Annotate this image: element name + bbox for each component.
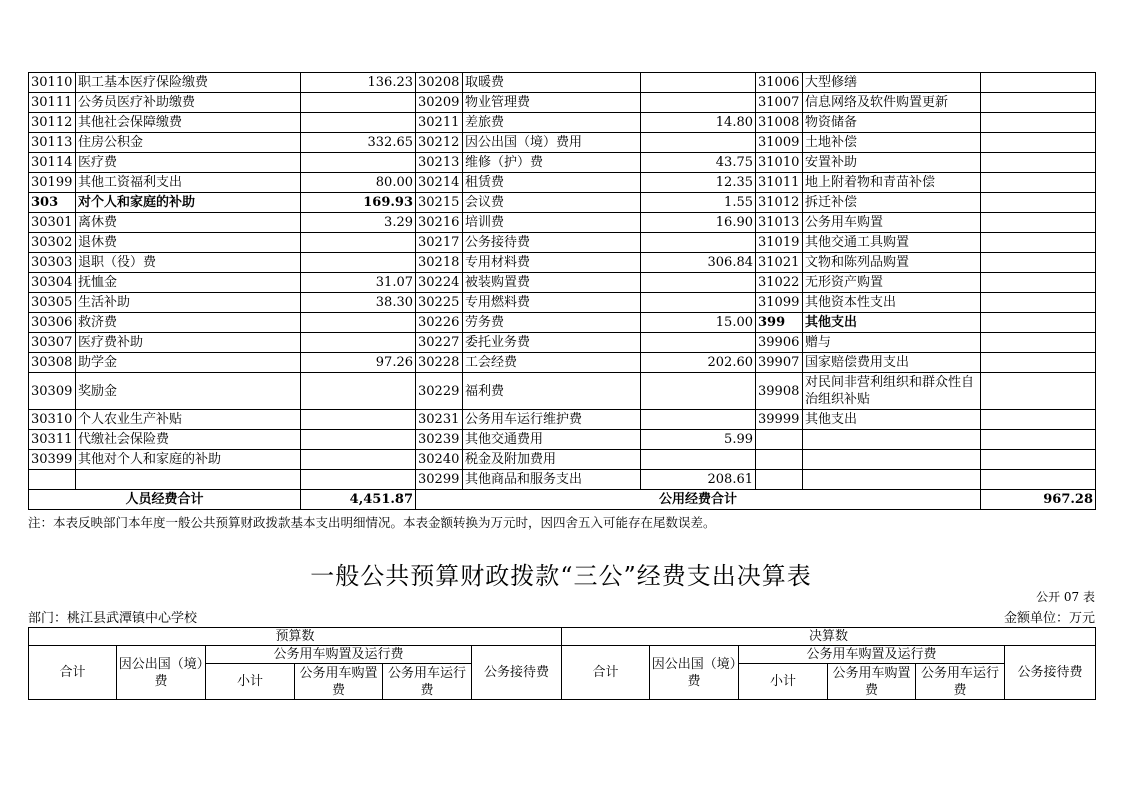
cell-value	[981, 293, 1096, 313]
table-row	[29, 313, 1096, 333]
cell-code: 30111	[29, 93, 76, 113]
cell-name: 维修（护）费	[463, 153, 641, 173]
cell-name: 抚恤金	[76, 273, 301, 293]
cell-name: 取暖费	[463, 73, 641, 93]
cell-name	[803, 430, 981, 450]
cell-code: 30306	[29, 313, 76, 333]
cell-value	[641, 133, 756, 153]
cell-code: 30299	[416, 470, 463, 490]
final-vehicle-purchase-header: 公务用车购置费	[828, 664, 916, 700]
cell-code: 30304	[29, 273, 76, 293]
budget-header: 预算数	[29, 628, 562, 646]
cell-value	[641, 373, 756, 410]
cell-code: 30309	[29, 373, 76, 410]
table-row	[29, 293, 1096, 313]
cell-value	[641, 273, 756, 293]
final-reception-header: 公务接待费	[1005, 646, 1096, 700]
cell-code: 31009	[756, 133, 803, 153]
cell-value	[641, 73, 756, 93]
cell-code: 31021	[756, 253, 803, 273]
cell-code: 30113	[29, 133, 76, 153]
cell-name: 助学金	[76, 353, 301, 373]
public-total-label: 公用经费合计	[416, 490, 981, 510]
budget-vehicle-purchase-header: 公务用车购置费	[295, 664, 383, 700]
cell-name: 赠与	[803, 333, 981, 353]
cell-name: 医疗费	[76, 153, 301, 173]
cell-code: 30308	[29, 353, 76, 373]
cell-name	[803, 450, 981, 470]
cell-code: 31010	[756, 153, 803, 173]
table-row	[29, 173, 1096, 193]
cell-value	[301, 373, 416, 410]
cell-name: 地上附着物和青苗补偿	[803, 173, 981, 193]
budget-abroad-header: 因公出国（境）费	[117, 646, 206, 700]
cell-name: 其他交通工具购置	[803, 233, 981, 253]
cell-value: 136.23	[301, 73, 416, 93]
cell-name	[803, 470, 981, 490]
cell-value	[981, 273, 1096, 293]
cell-code: 30399	[29, 450, 76, 470]
table-row	[29, 193, 1096, 213]
table-row	[29, 333, 1096, 353]
cell-value	[981, 233, 1096, 253]
cell-name: 住房公积金	[76, 133, 301, 153]
cell-code: 30303	[29, 253, 76, 273]
cell-code: 30301	[29, 213, 76, 233]
cell-name: 土地补偿	[803, 133, 981, 153]
cell-value	[301, 313, 416, 333]
cell-value	[641, 450, 756, 470]
cell-name: 专用材料费	[463, 253, 641, 273]
totals-row	[29, 490, 1096, 510]
budget-vehicle-operation-header: 公务用车运行费	[383, 664, 472, 700]
cell-value	[981, 133, 1096, 153]
cell-value	[301, 450, 416, 470]
cell-value	[641, 93, 756, 113]
cell-code: 30225	[416, 293, 463, 313]
cell-code	[756, 430, 803, 450]
cell-code: 399	[756, 313, 803, 333]
final-vehicle-group-header: 公务用车购置及运行费	[739, 646, 1005, 664]
cell-code: 39999	[756, 410, 803, 430]
cell-name: 对民间非营利组织和群众性自治组织补贴	[803, 373, 981, 410]
cell-code: 30209	[416, 93, 463, 113]
cell-code	[756, 450, 803, 470]
cell-name	[76, 470, 301, 490]
cell-name: 生活补助	[76, 293, 301, 313]
cell-value: 202.60	[641, 353, 756, 373]
cell-name: 救济费	[76, 313, 301, 333]
cell-code: 31006	[756, 73, 803, 93]
cell-value	[981, 373, 1096, 410]
cell-code	[756, 470, 803, 490]
cell-value	[301, 333, 416, 353]
cell-name: 公务员医疗补助缴费	[76, 93, 301, 113]
cell-name: 培训费	[463, 213, 641, 233]
table-row	[29, 153, 1096, 173]
cell-value: 14.80	[641, 113, 756, 133]
cell-value: 38.30	[301, 293, 416, 313]
cell-name: 委托业务费	[463, 333, 641, 353]
cell-code: 30307	[29, 333, 76, 353]
cell-code: 30229	[416, 373, 463, 410]
cell-code: 30227	[416, 333, 463, 353]
cell-value	[641, 333, 756, 353]
cell-code: 30310	[29, 410, 76, 430]
cell-code: 30110	[29, 73, 76, 93]
cell-name: 物业管理费	[463, 93, 641, 113]
table-row	[29, 373, 1096, 410]
final-total-header: 合计	[562, 646, 650, 700]
cell-code: 30213	[416, 153, 463, 173]
cell-code: 39907	[756, 353, 803, 373]
cell-value	[981, 410, 1096, 430]
final-vehicle-operation-header: 公务用车运行费	[916, 664, 1005, 700]
cell-value	[301, 93, 416, 113]
cell-name: 其他工资福利支出	[76, 173, 301, 193]
cell-code	[29, 470, 76, 490]
cell-code: 30311	[29, 430, 76, 450]
cell-value	[301, 253, 416, 273]
cell-name: 拆迁补偿	[803, 193, 981, 213]
cell-name: 无形资产购置	[803, 273, 981, 293]
cell-value	[641, 233, 756, 253]
cell-value	[981, 173, 1096, 193]
table-row	[29, 450, 1096, 470]
cell-value: 12.35	[641, 173, 756, 193]
cell-name: 其他支出	[803, 410, 981, 430]
cell-code: 31011	[756, 173, 803, 193]
table-row	[29, 353, 1096, 373]
cell-name: 代缴社会保险费	[76, 430, 301, 450]
cell-code: 39906	[756, 333, 803, 353]
cell-name: 退休费	[76, 233, 301, 253]
cell-code: 30215	[416, 193, 463, 213]
table-row	[29, 93, 1096, 113]
cell-code: 30218	[416, 253, 463, 273]
cell-value: 16.90	[641, 213, 756, 233]
cell-value	[981, 113, 1096, 133]
cell-value	[301, 430, 416, 450]
personnel-total-label: 人员经费合计	[29, 490, 301, 510]
cell-name: 信息网络及软件购置更新	[803, 93, 981, 113]
cell-value	[301, 153, 416, 173]
cell-name: 专用燃料费	[463, 293, 641, 313]
cell-value: 80.00	[301, 173, 416, 193]
cell-value	[981, 253, 1096, 273]
cell-value	[981, 450, 1096, 470]
budget-subtotal-header: 小计	[206, 664, 295, 700]
cell-value	[981, 333, 1096, 353]
cell-code: 30214	[416, 173, 463, 193]
cell-code: 30224	[416, 273, 463, 293]
cell-code: 30112	[29, 113, 76, 133]
budget-reception-header: 公务接待费	[472, 646, 562, 700]
cell-name: 劳务费	[463, 313, 641, 333]
department-label: 部门：桃江县武潭镇中心学校	[28, 611, 198, 626]
cell-name: 福利费	[463, 373, 641, 410]
cell-value	[981, 430, 1096, 450]
table-row	[29, 213, 1096, 233]
cell-value	[981, 213, 1096, 233]
cell-name: 离休费	[76, 213, 301, 233]
cell-value: 208.61	[641, 470, 756, 490]
cell-name: 文物和陈列品购置	[803, 253, 981, 273]
cell-code: 30216	[416, 213, 463, 233]
cell-code: 31012	[756, 193, 803, 213]
cell-code: 31008	[756, 113, 803, 133]
cell-name: 其他对个人和家庭的补助	[76, 450, 301, 470]
cell-value: 3.29	[301, 213, 416, 233]
cell-code: 30212	[416, 133, 463, 153]
cell-name: 租赁费	[463, 173, 641, 193]
cell-value: 332.65	[301, 133, 416, 153]
cell-value	[981, 470, 1096, 490]
cell-value	[301, 410, 416, 430]
budget-total-header: 合计	[29, 646, 117, 700]
cell-name: 安置补助	[803, 153, 981, 173]
cell-value	[981, 153, 1096, 173]
cell-code: 30211	[416, 113, 463, 133]
cell-name: 工会经费	[463, 353, 641, 373]
cell-value	[981, 193, 1096, 213]
cell-name: 奖励金	[76, 373, 301, 410]
cell-code: 31007	[756, 93, 803, 113]
cell-name: 医疗费补助	[76, 333, 301, 353]
cell-value: 5.99	[641, 430, 756, 450]
cell-code: 30302	[29, 233, 76, 253]
cell-name: 职工基本医疗保险缴费	[76, 73, 301, 93]
cell-code: 30231	[416, 410, 463, 430]
cell-name: 公务用车购置	[803, 213, 981, 233]
table-row	[29, 233, 1096, 253]
cell-code: 30114	[29, 153, 76, 173]
cell-code: 31013	[756, 213, 803, 233]
table-row	[29, 133, 1096, 153]
cell-code: 31019	[756, 233, 803, 253]
cell-code: 30217	[416, 233, 463, 253]
cell-value	[641, 410, 756, 430]
cell-code: 30239	[416, 430, 463, 450]
cell-name: 其他商品和服务支出	[463, 470, 641, 490]
cell-code: 30199	[29, 173, 76, 193]
cell-value	[301, 233, 416, 253]
cell-name: 公务用车运行维护费	[463, 410, 641, 430]
cell-value	[301, 470, 416, 490]
cell-value	[981, 353, 1096, 373]
budget-vehicle-group-header: 公务用车购置及运行费	[206, 646, 472, 664]
final-abroad-header: 因公出国（境）费	[650, 646, 739, 700]
cell-value: 97.26	[301, 353, 416, 373]
cell-name: 被装购置费	[463, 273, 641, 293]
cell-code: 30240	[416, 450, 463, 470]
table-row	[29, 470, 1096, 490]
cell-value: 31.07	[301, 273, 416, 293]
cell-value	[981, 313, 1096, 333]
cell-value: 43.75	[641, 153, 756, 173]
cell-name: 物资储备	[803, 113, 981, 133]
cell-name: 对个人和家庭的补助	[76, 193, 301, 213]
cell-code: 31099	[756, 293, 803, 313]
cell-value	[641, 293, 756, 313]
cell-name: 会议费	[463, 193, 641, 213]
three-public-expenses-table	[28, 627, 1096, 700]
table-row	[29, 253, 1096, 273]
cell-name: 差旅费	[463, 113, 641, 133]
cell-value: 15.00	[641, 313, 756, 333]
detail-table-body	[29, 73, 1096, 510]
cell-name: 个人农业生产补贴	[76, 410, 301, 430]
cell-name: 国家赔偿费用支出	[803, 353, 981, 373]
public-total-value: 967.28	[981, 490, 1096, 510]
cell-code: 30226	[416, 313, 463, 333]
basic-expenditure-detail-table	[28, 72, 1096, 510]
cell-code: 303	[29, 193, 76, 213]
cell-value	[981, 73, 1096, 93]
table-note: 注：本表反映部门本年度一般公共预算财政拨款基本支出明细情况。本表金额转换为万元时，因四舍五入可能存在尾数误差。	[28, 515, 716, 530]
cell-value	[301, 113, 416, 133]
cell-code: 39908	[756, 373, 803, 410]
final-header: 决算数	[562, 628, 1096, 646]
cell-code: 31022	[756, 273, 803, 293]
cell-value: 169.93	[301, 193, 416, 213]
cell-name: 因公出国（境）费用	[463, 133, 641, 153]
cell-value	[981, 93, 1096, 113]
amount-unit-label: 金额单位：万元	[1003, 611, 1095, 626]
cell-name: 大型修缮	[803, 73, 981, 93]
form-number: 公开 07 表	[1036, 590, 1095, 604]
cell-name: 税金及附加费用	[463, 450, 641, 470]
cell-code: 30228	[416, 353, 463, 373]
page-title: 一般公共预算财政拨款“三公”经费支出决算表	[310, 562, 812, 590]
cell-name: 其他支出	[803, 313, 981, 333]
personnel-total-value: 4,451.87	[301, 490, 416, 510]
cell-value: 1.55	[641, 193, 756, 213]
cell-code: 30208	[416, 73, 463, 93]
table-row	[29, 73, 1096, 93]
cell-name: 公务接待费	[463, 233, 641, 253]
table-row	[29, 273, 1096, 293]
cell-name: 退职（役）费	[76, 253, 301, 273]
table-row	[29, 410, 1096, 430]
cell-name: 其他社会保障缴费	[76, 113, 301, 133]
cell-code: 30305	[29, 293, 76, 313]
table-row	[29, 430, 1096, 450]
final-subtotal-header: 小计	[739, 664, 828, 700]
cell-value: 306.84	[641, 253, 756, 273]
table-row	[29, 113, 1096, 133]
cell-name: 其他交通费用	[463, 430, 641, 450]
cell-name: 其他资本性支出	[803, 293, 981, 313]
